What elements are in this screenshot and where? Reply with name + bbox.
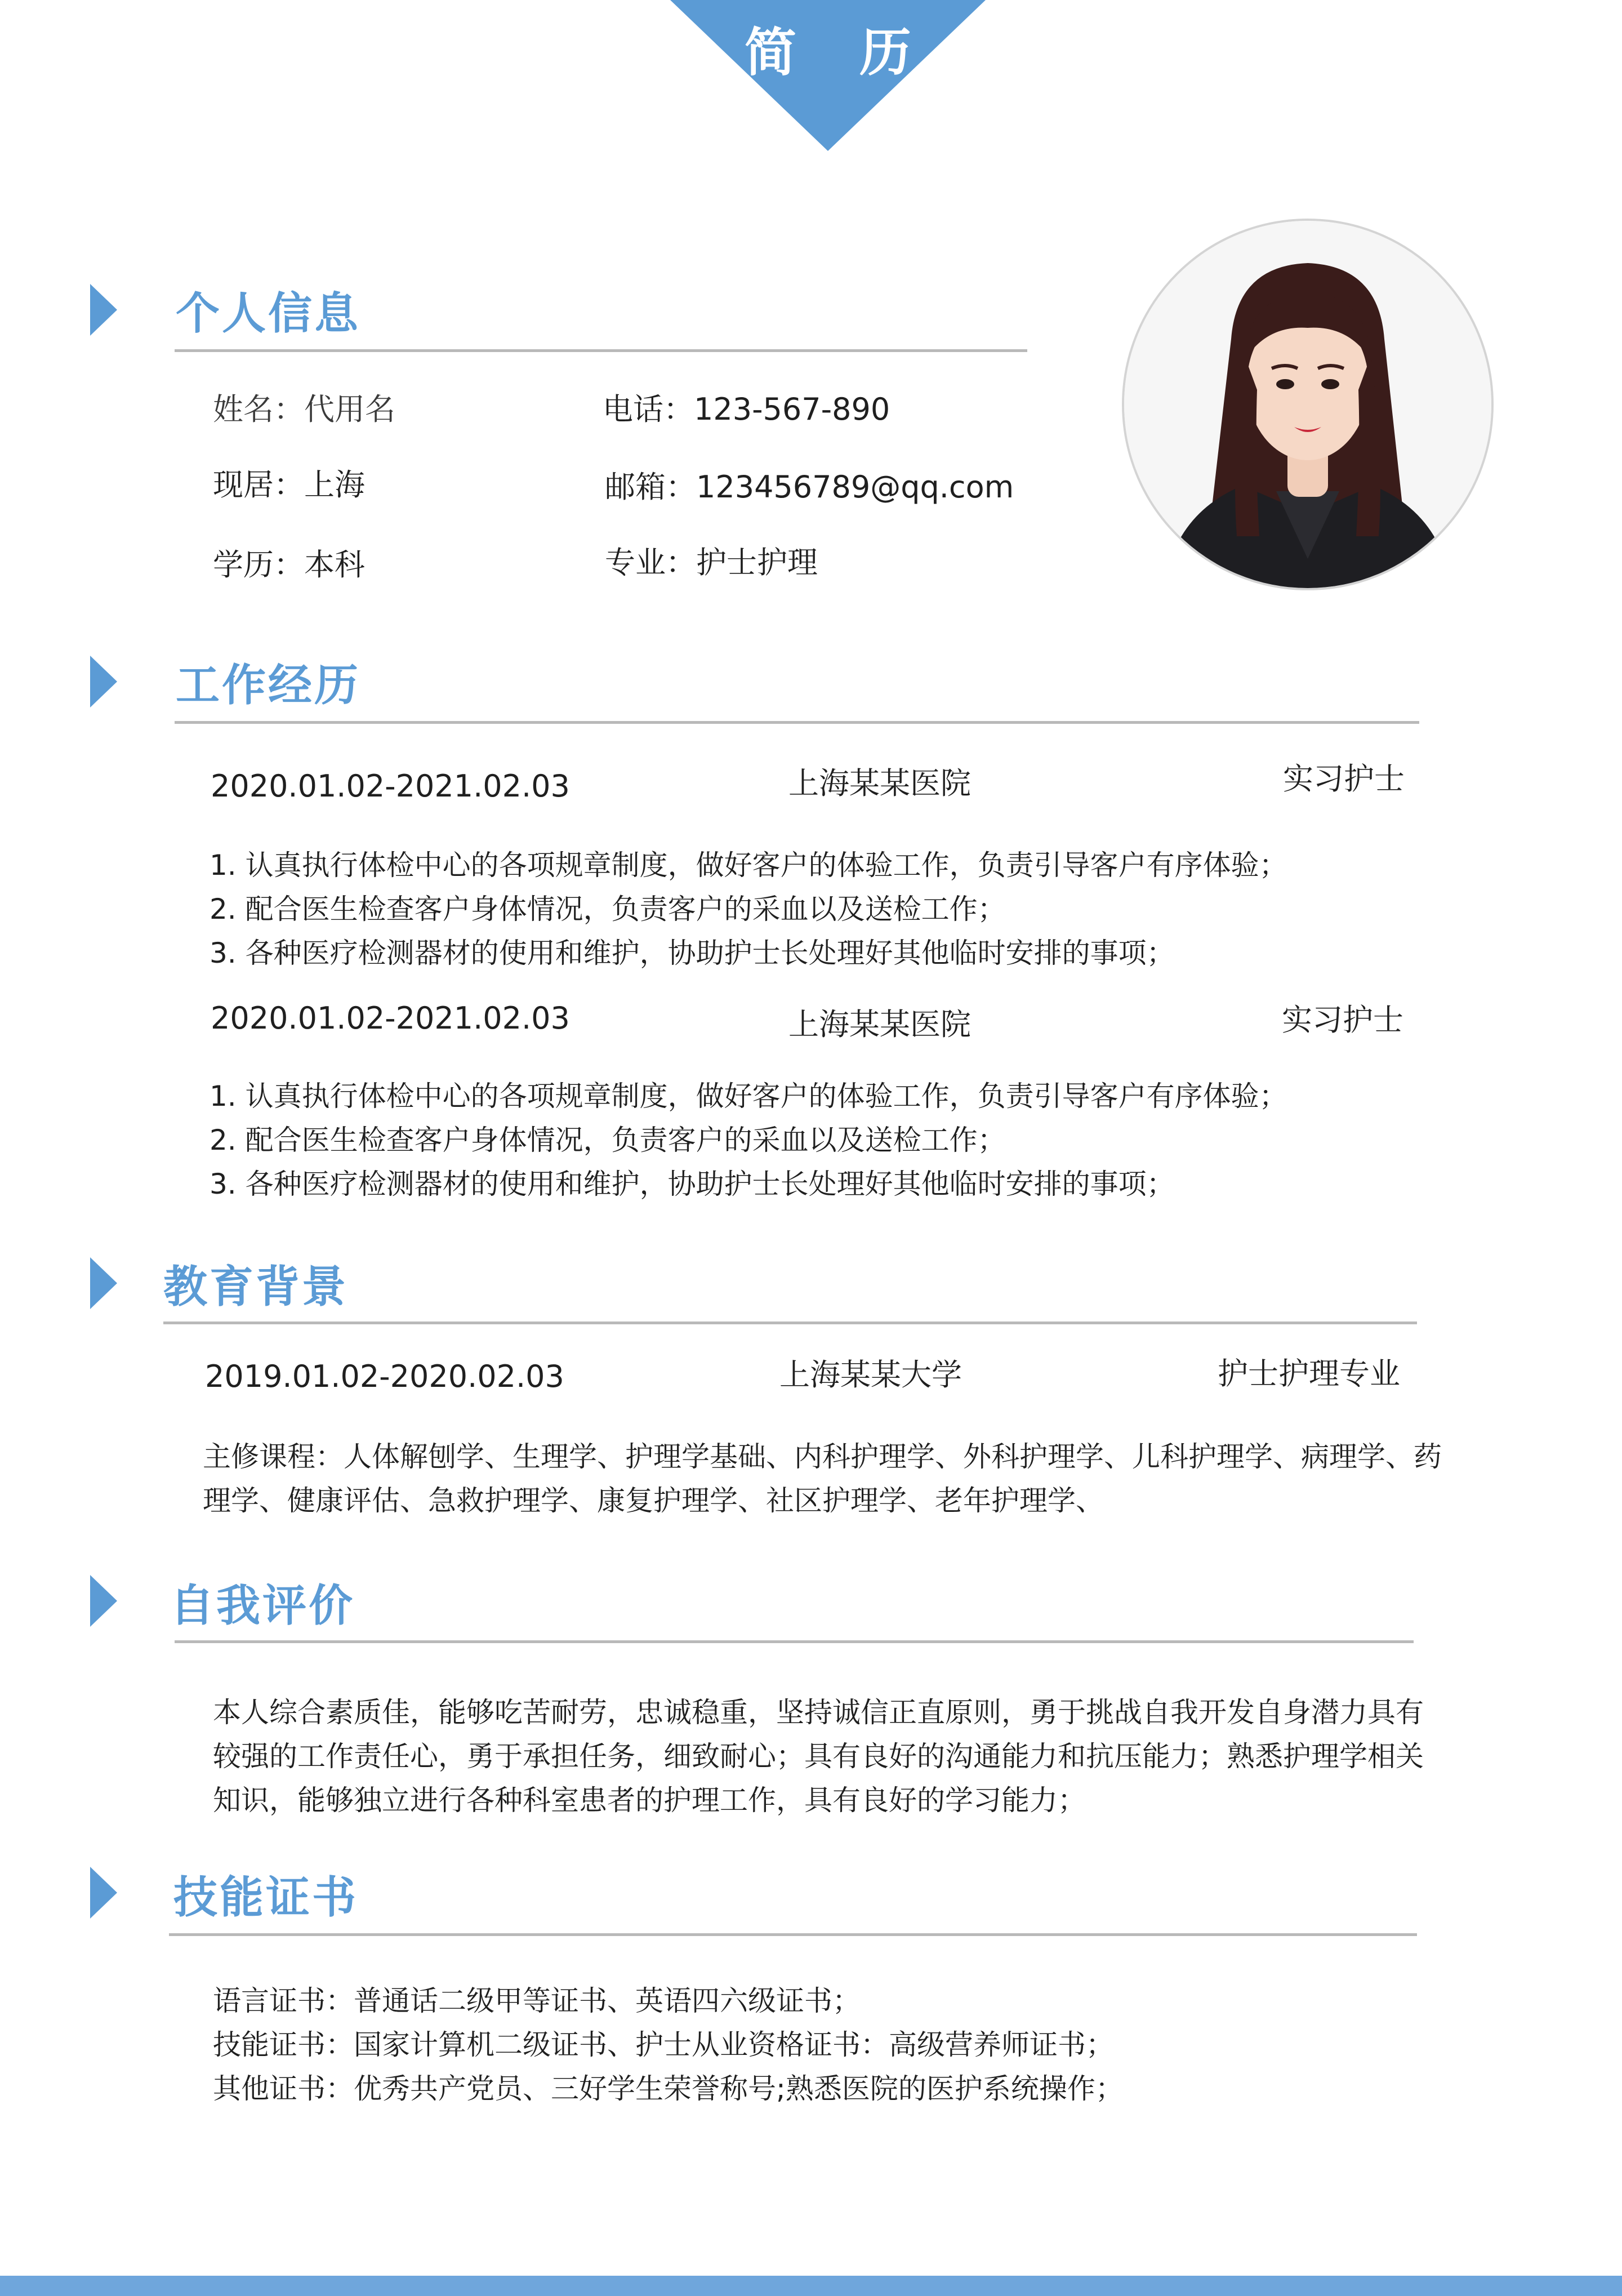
- job-duty: 2. 配合医生检查客户身体情况，负责客户的采血以及送检工作；: [210, 1124, 1006, 1156]
- section-marker-icon: [90, 1575, 117, 1627]
- skill-language: 语言证书：普通话二级甲等证书、英语四六级证书；: [213, 1984, 861, 2017]
- job-position: 实习护士: [1283, 761, 1405, 797]
- edu-major: 护士护理专业: [1218, 1356, 1400, 1391]
- section-title-self-eval: 自我评价: [170, 1581, 355, 1631]
- job-duty: 3. 各种医疗检测器材的使用和维护，协助护士长处理好其他临时安排的事项；: [210, 937, 1175, 969]
- personal-phone: 电话：123-567-890: [603, 391, 890, 427]
- section-marker-icon: [90, 656, 117, 708]
- section-marker-icon: [90, 1257, 117, 1309]
- section-divider: [175, 349, 1027, 352]
- section-marker-icon: [90, 1867, 117, 1919]
- job-company: 上海某某医院: [788, 766, 971, 801]
- edu-courses: 理学、健康评估、急救护理学、康复护理学、社区护理学、老年护理学、: [203, 1484, 1104, 1517]
- personal-residence: 现居：上海: [213, 467, 365, 502]
- section-divider: [163, 1321, 1417, 1324]
- job-duty: 1. 认真执行体检中心的各项规章制度，做好客户的体验工作，负责引导客户有序体验；: [210, 1080, 1287, 1113]
- skill-technical: 技能证书：国家计算机二级证书、护士从业资格证书：高级营养师证书；: [213, 2028, 1114, 2061]
- job-duty: 3. 各种医疗检测器材的使用和维护，协助护士长处理好其他临时安排的事项；: [210, 1168, 1175, 1200]
- personal-email: 邮箱：123456789@qq.com: [605, 469, 1014, 505]
- job-duty: 1. 认真执行体检中心的各项规章制度，做好客户的体验工作，负责引导客户有序体验；: [210, 849, 1287, 882]
- job-period: 2020.01.02-2021.02.03: [211, 768, 570, 804]
- self-eval-text: 本人综合素质佳，能够吃苦耐劳，忠诚稳重，坚持诚信正直原则，勇于挑战自我开发自身潜力具有: [213, 1696, 1424, 1729]
- section-marker-icon: [90, 284, 117, 336]
- section-title-work: 工作经历: [176, 660, 361, 711]
- section-divider: [175, 1640, 1414, 1643]
- personal-degree: 学历：本科: [213, 547, 365, 582]
- self-eval-text: 知识，能够独立进行各种科室患者的护理工作，具有良好的学习能力；: [213, 1784, 1086, 1817]
- job-position: 实习护士: [1282, 1002, 1403, 1038]
- edu-school: 上海某某大学: [779, 1357, 962, 1392]
- job-company: 上海某某医院: [788, 1007, 971, 1042]
- profile-photo: [1122, 219, 1494, 590]
- page-title: 简 历: [744, 23, 934, 83]
- avatar-illustration: [1124, 221, 1491, 588]
- job-duty: 2. 配合医生检查客户身体情况，负责客户的采血以及送检工作；: [210, 893, 1006, 925]
- section-divider: [169, 1933, 1417, 1936]
- section-title-personal: 个人信息: [176, 288, 361, 339]
- personal-major: 专业：护士护理: [605, 545, 818, 580]
- footer-bar: [0, 2276, 1622, 2296]
- edu-courses: 主修课程：人体解刨学、生理学、护理学基础、内科护理学、外科护理学、儿科护理学、病理学、药: [203, 1440, 1442, 1473]
- section-title-skills: 技能证书: [173, 1872, 359, 1923]
- section-title-education: 教育背景: [163, 1262, 349, 1312]
- edu-period: 2019.01.02-2020.02.03: [205, 1359, 564, 1394]
- section-divider: [175, 721, 1419, 724]
- personal-name: 姓名：代用名: [213, 391, 395, 427]
- job-period: 2020.01.02-2021.02.03: [211, 1000, 570, 1036]
- skill-other: 其他证书：优秀共产党员、三好学生荣誉称号;熟悉医院的医护系统操作；: [213, 2072, 1124, 2105]
- self-eval-text: 较强的工作责任心，勇于承担任务，细致耐心；具有良好的沟通能力和抗压能力；熟悉护理学相关: [213, 1740, 1424, 1773]
